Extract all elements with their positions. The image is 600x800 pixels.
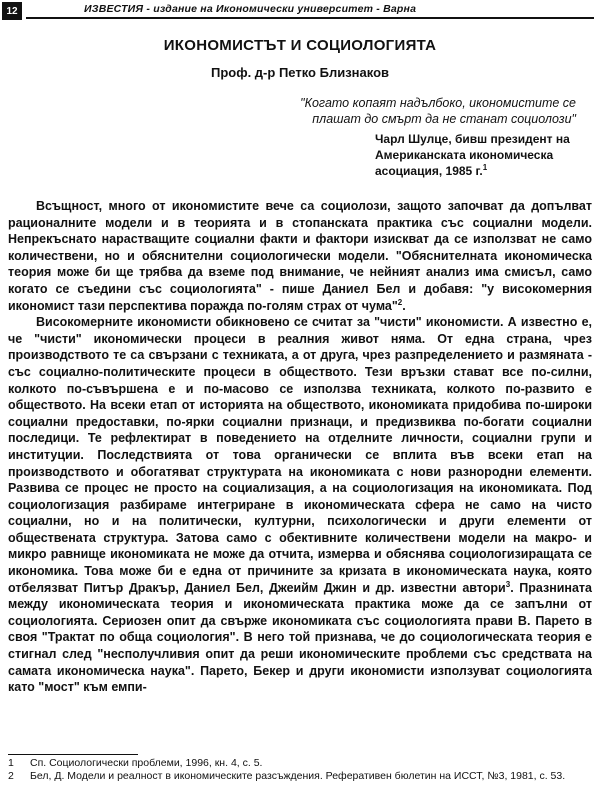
footnote-number: 2: [8, 770, 14, 782]
footnote-ref: 2: [397, 297, 403, 307]
footnote: [8, 770, 592, 783]
epigraph-attribution: [375, 131, 590, 179]
footnote-ref: 1: [482, 163, 488, 172]
epigraph-line: "Когато копаят надълбоко, икономистите се: [300, 96, 576, 110]
footnote: [8, 757, 592, 770]
epigraph-quote: [276, 95, 576, 127]
article-author: Проф. д-р Петко Близнаков: [210, 65, 390, 80]
footnote-text: Бел, Д. Модели и реалност в икономическите разсъждения. Реферативен бюлетин на ИССТ, №3, 1981, с. 53.: [30, 770, 566, 782]
footnotes: [8, 757, 592, 783]
attribution-line: Чарл Шулце, бивш президент на: [375, 132, 570, 146]
attribution-line: Американската икономическа: [375, 148, 554, 162]
footnote-rule: [8, 754, 138, 755]
body-paragraph: Високомерните икономисти обикновено се считат за "чисти" икономисти. А известно е, че "чисти" икономически процеси в реалния живот няма. От една страна, чрез производството те са свързани с техниката, а от друга, чрез разпределението и размяната - със социално-политическите процеси в обществото. Тези връзки стават все по-силни, колкото по-съвършена е и по-масово се използва техниката, колкото по-развито е обществото. На всеки етап от историята на обществото, икономиката придобива по-широки социални предоставки, по-ярки социални признаци, и предизвиква по-богати социални последици. Те рефлектират в поведението на отделните личности, социални групи и институции. Последствията от това органически се вплита във всеки етап на производството и обогатяват структурата на икономиката с нови разнородни елементи. Развива се процес не просто на социализация, а на социологизация на икономиката. Под социологизация разбираме интегриране в икономическата сфера не само на чисто социални, но и на политически, културни, психологически и други елементи от обществената структура. Затова само с обективните количествени модели на макро- и микро равнище икономиката не може да отчита, измерва и обяснява социологизиращата се икономика. Това може би е една от причините за кризата в икономическата наука, която отбелязват Питър Дракър, Даниел Бел, Джеийм Джин и др. известни автори$^3$. Празнината между икономическата теория и икономическата практика може да се запълни от социологията. Сериозен опит да свърже икономиката със социологията прави В. Парето в своя "Трактат по обща социология". В него той признава, че до социологическата теория е стигнал след "несполучливия опит да реши икономическите проблеми със средствата на самата икономическа наука". Парето, Бекер и други икономисти използуват социологията като "мост" към емпи-: [8, 315, 593, 695]
header-rule: [26, 17, 594, 19]
article-title: ИКОНОМИСТЪТ И СОЦИОЛОГИЯТА: [163, 37, 437, 54]
page-number: 12: [2, 2, 22, 20]
attribution-line: асоциация, 1985 г.$^1$: [375, 163, 488, 178]
footnote-number: 1: [8, 757, 14, 769]
running-header: [0, 0, 600, 24]
journal-running-head: ИЗВЕСТИЯ - издание на Икономически университет - Варна: [84, 3, 417, 15]
footnote-text: Сп. Социологически проблеми, 1996, кн. 4, с. 5.: [30, 757, 263, 769]
body-paragraph: Всъщност, много от икономистите вече са социолози, защото започват да допълват рационалните модели и в теорията и в стопанската практика със социални модели. Непрекъснато нарастващите социални факти и фактори изискват да се използват не само количествени, но и обяснителни социологически модели. "Обяснителната икономическа теория може би ще трябва да вземе под внимание, че нейният анализ има смисъл, само когато се съедини със социологията" - пише Даниел Бел и добавя: "у високомерния икономист тази перспектива поражда по-голям страх от чума"$^2$.: [8, 199, 592, 313]
epigraph-line: плашат до смърт да не станат социолози": [312, 112, 576, 126]
article-body: [8, 198, 592, 696]
footnote-ref: 3: [505, 579, 511, 589]
